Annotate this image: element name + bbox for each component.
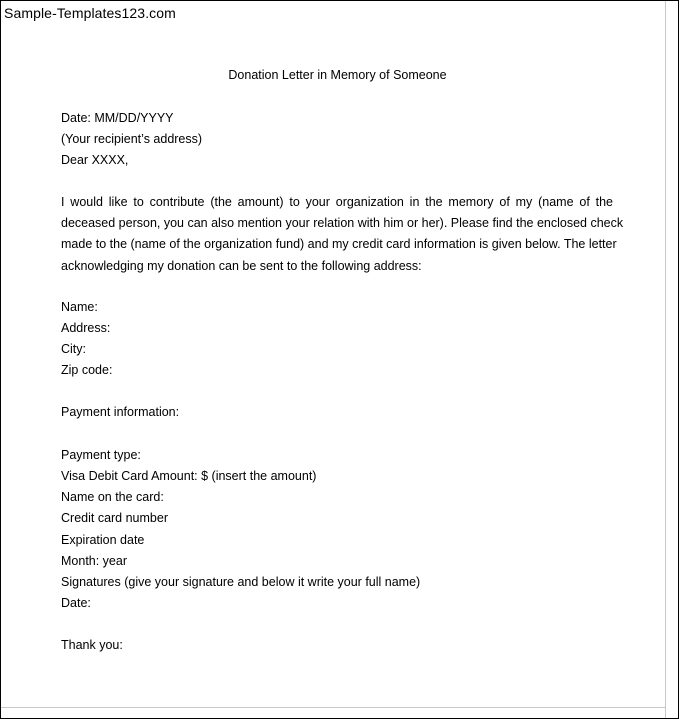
- body-paragraph: [61, 194, 624, 279]
- field-date: Date:: [61, 596, 91, 610]
- body-paragraph-line: made to the (name of the organization fund) and my credit card information is given below. The letter: [61, 237, 617, 252]
- date-line: Date: MM/DD/YYYY: [61, 111, 174, 125]
- body-paragraph-line: I would like to contribute (the amount) to your organization in the memory of my (name of the: [61, 195, 613, 209]
- field-city: City:: [61, 342, 86, 356]
- field-address: Address:: [61, 321, 111, 335]
- page-edge-bottom: [1, 707, 666, 708]
- field-expiration-date: Expiration date: [61, 533, 145, 547]
- salutation-line: Dear XXXX,: [61, 153, 129, 167]
- payment-heading: Payment information:: [61, 405, 180, 419]
- recipient-address-line: (Your recipient’s address): [61, 132, 203, 146]
- field-name-on-card: Name on the card:: [61, 490, 164, 504]
- document-title: Donation Letter in Memory of Someone: [228, 68, 447, 82]
- field-name: Name:: [61, 300, 98, 314]
- body-paragraph-line: acknowledging my donation can be sent to the following address:: [61, 258, 422, 273]
- field-payment-type: Payment type:: [61, 448, 141, 462]
- field-signatures: Signatures (give your signature and below it write your full name): [61, 575, 421, 589]
- closing-line: Thank you:: [61, 638, 123, 652]
- field-zip-code: Zip code:: [61, 363, 113, 377]
- field-amount: Visa Debit Card Amount: $ (insert the amount): [61, 469, 317, 483]
- field-month-year: Month: year: [61, 554, 128, 568]
- field-card-number: Credit card number: [61, 511, 168, 525]
- page-edge-right: [665, 1, 666, 718]
- watermark: Sample-Templates123.com: [4, 5, 176, 21]
- body-paragraph-line: deceased person, you can also mention your relation with him or her). Please find the enclosed check: [61, 216, 624, 231]
